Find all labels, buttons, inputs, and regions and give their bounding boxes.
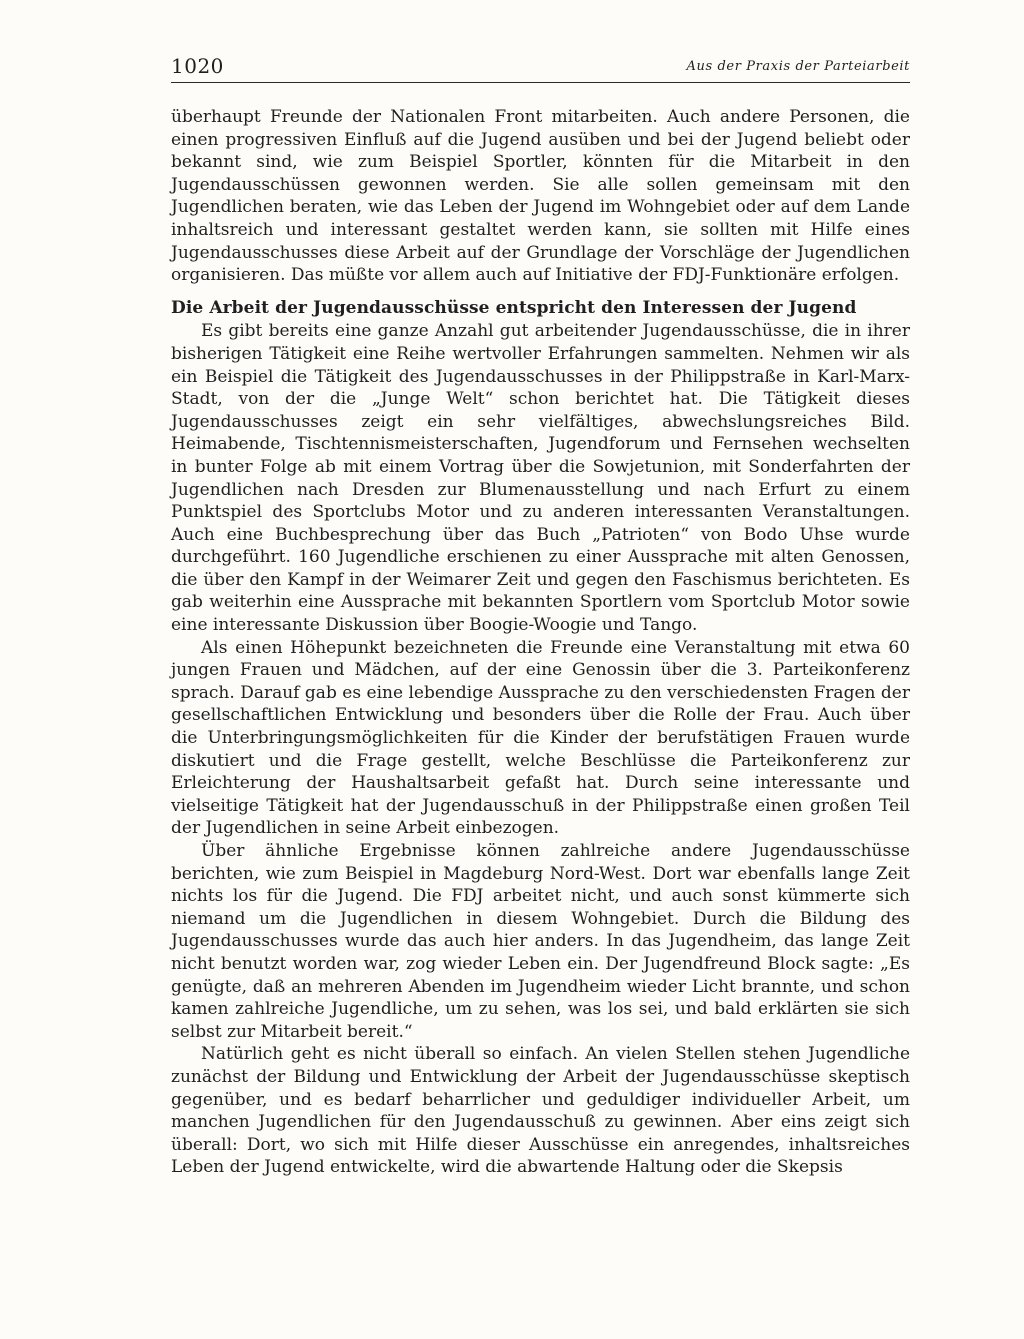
paragraph: Als einen Höhepunkt bezeichneten die Freunde eine Veranstaltung mit etwa 60 jungen Frauen und Mädchen, auf der eine Genossin über die 3. Parteikonferenz sprach. Darauf gab es eine lebendige Aussprache zu den verschiedensten Fragen der gesellschaftlichen Entwicklung und besonders über die Rolle der Frau. Auch über die Unterbringungsmöglichkeiten für die Kinder der berufstätigen Frauen wurde diskutiert und die Frage gestellt, welche Beschlüsse die Parteikonferenz zur Erleichterung der Haushaltsarbeit gefaßt hat. Durch seine interessante und vielseitige Tätigkeit hat der Jugendausschuß in der Philippstraße einen großen Teil der Jugendlichen in seine Arbeit einbezogen. bbox=[171, 637, 910, 839]
page-number: 1020 bbox=[171, 54, 224, 78]
body-text bbox=[171, 106, 910, 1179]
paragraph: überhaupt Freunde der Nationalen Front mitarbeiten. Auch andere Personen, die einen progressiven Einfluß auf die Jugend ausüben und bei der Jugend beliebt oder bekannt sind, wie zum Beispiel Sportler, könnten für die Mitarbeit in den Jugendausschüssen gewonnen werden. Sie alle sollen gemeinsam mit den Jugendlichen beraten, wie das Leben der Jugend im Wohngebiet oder auf dem Lande inhaltsreich und interessant gestaltet werden kann, sie sollten mit Hilfe eines Jugendausschusses diese Arbeit auf der Grundlage der Vorschläge der Jugendlichen organisieren. Das müßte vor allem auch auf Initiative der FDJ-Funktionäre erfolgen. bbox=[171, 107, 910, 286]
section-heading: Die Arbeit der Jugendausschüsse entspricht den Interessen der Jugend bbox=[171, 297, 857, 318]
running-head: Aus der Praxis der Parteiarbeit bbox=[686, 59, 910, 74]
paragraph: Über ähnliche Ergebnisse können zahlreiche andere Jugendausschüsse berichten, wie zum Beispiel in Magdeburg Nord-West. Dort war ebenfalls lange Zeit nichts los für die Jugend. Die FDJ arbeitet nicht, und auch sonst kümmerte sich niemand um die Jugendlichen in diesem Wohngebiet. Durch die Bildung des Jugendausschusses wurde das auch hier anders. In das Jugendheim, das lange Zeit nicht benutzt worden war, zog wieder Leben ein. Der Jugendfreund Block sagte: „Es genügte, daß an mehreren Abenden im Jugendheim wieder Licht brannte, und schon kamen zahlreiche Jugendliche, um zu sehen, was los sei, und bald erklärten sie sich selbst zur Mitarbeit bereit.“ bbox=[171, 841, 910, 1042]
paragraph: Es gibt bereits eine ganze Anzahl gut arbeitender Jugendausschüsse, die in ihrer bisherigen Tätigkeit eine Reihe wertvoller Erfahrungen sammelten. Nehmen wir als ein Beispiel die Tätigkeit des Jugendausschusses in der Philippstraße in Karl-Marx-Stadt, von der die „Junge Welt“ schon berichtet hat. Die Tätigkeit dieses Jugendausschusses zeigt ein sehr vielfältiges, abwechslungsreiches Bild. Heimabende, Tischtennismeisterschaften, Jugendforum und Fernsehen wechselten in bunter Folge ab mit einem Vortrag über die Sowjetunion, mit Sonderfahrten der Jugendlichen nach Dresden zur Blumenausstellung und nach Erfurt zu einem Punktspiel des Sportclubs Motor und zu anderen interessanten Veranstaltungen. Auch eine Buchbesprechung über das Buch „Patrioten“ von Bodo Uhse wurde durchgeführt. 160 Jugendliche erschienen zu einer Aussprache mit alten Genossen, die über den Kampf in der Weimarer Zeit und gegen den Faschismus berichteten. Es gab weiterhin eine Aussprache mit bekannten Sportlern vom Sportclub Motor sowie eine interessante Diskussion über Boogie-Woogie und Tango. bbox=[171, 321, 910, 636]
paragraph: Natürlich geht es nicht überall so einfach. An vielen Stellen stehen Jugendliche zunächst der Bildung und Entwicklung der Arbeit der Jugendausschüsse skeptisch gegenüber, und es bedarf beharrlicher und geduldiger individueller Arbeit, um manchen Jugendlichen für den Jugendausschuß zu gewinnen. Aber eins zeigt sich überall: Dort, wo sich mit Hilfe dieser Ausschüsse ein anregendes, inhaltsreiches Leben der Jugend entwickelte, wird die abwartende Haltung oder die Skepsis bbox=[171, 1044, 910, 1178]
page-header bbox=[171, 52, 910, 83]
